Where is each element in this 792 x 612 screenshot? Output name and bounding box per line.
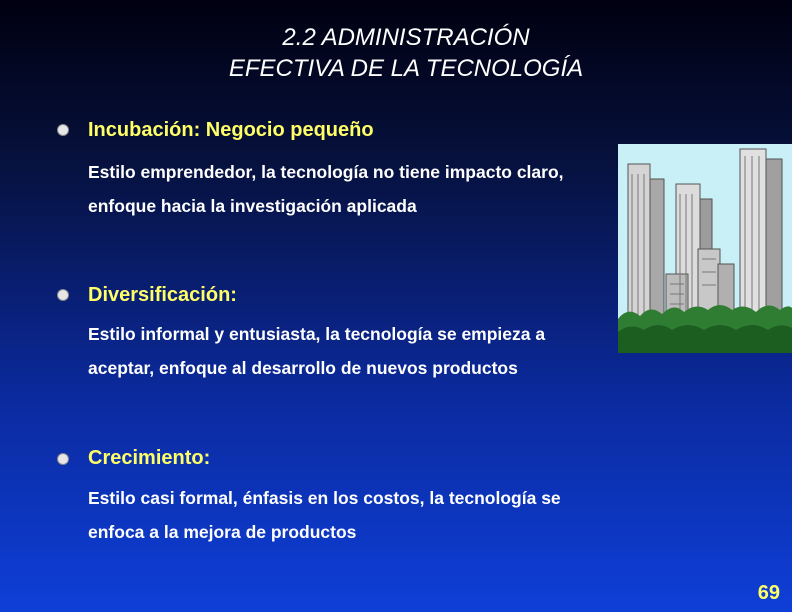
bullet-icon [57, 453, 69, 465]
section-text-line: enfoca a la mejora de productos [88, 522, 357, 542]
section-heading-incubacion: Incubación: Negocio pequeño [88, 119, 374, 141]
bullet-icon [57, 289, 69, 301]
section-heading-crecimiento: Crecimiento: [88, 447, 211, 469]
section-text-line: aceptar, enfoque al desarrollo de nuevos productos [88, 358, 518, 378]
title-line-2: EFECTIVA DE LA TECNOLOGÍA [228, 55, 584, 82]
slide-title [0, 22, 792, 84]
section-text-line: Estilo casi formal, énfasis en los costos, la tecnología se [88, 488, 561, 508]
section-heading-diversificacion: Diversificación: [88, 284, 237, 306]
bullet-icon [57, 124, 69, 136]
section-text-line: enfoque hacia la investigación aplicada [88, 196, 417, 216]
section-text-line: Estilo informal y entusiasta, la tecnología se empieza a [88, 324, 546, 344]
title-line-1: 2.2 ADMINISTRACIÓN [282, 24, 530, 51]
page-number: 69 [757, 582, 780, 604]
section-text-line: Estilo emprendedor, la tecnología no tiene impacto claro, [88, 162, 564, 182]
city-buildings-icon [618, 144, 792, 353]
city-buildings-svg [618, 144, 792, 353]
